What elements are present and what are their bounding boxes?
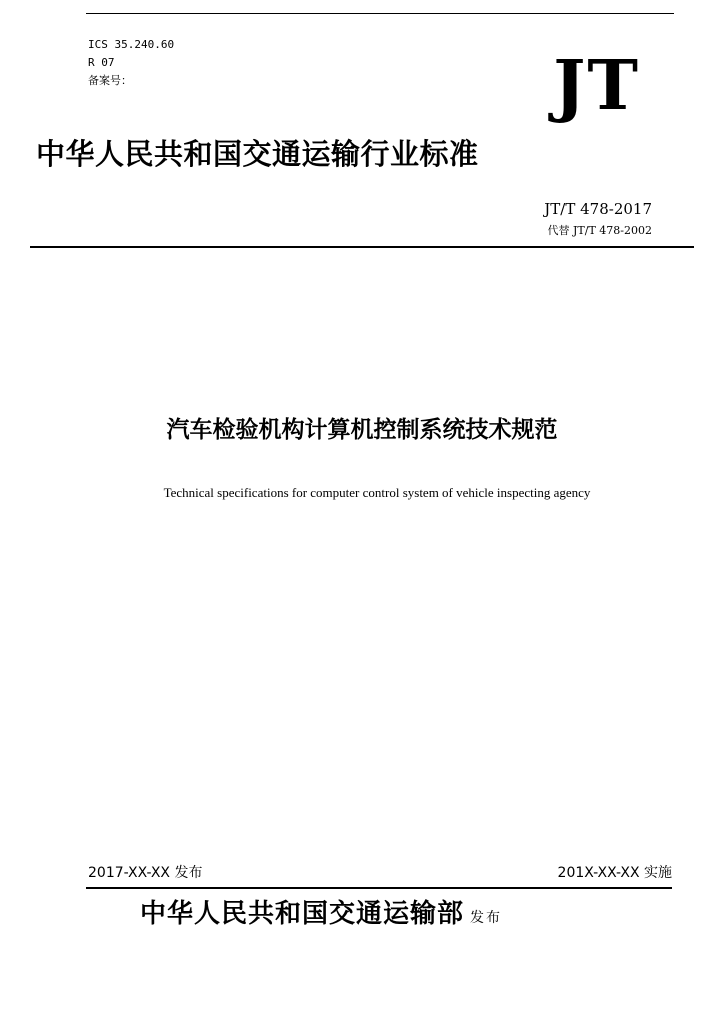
ccs-code: R 07: [88, 56, 115, 69]
jt-logo: JT: [553, 46, 640, 126]
implementation-date: 201X-XX-XX 实施: [557, 865, 672, 881]
document-title-chinese: 汽车检验机构计算机控制系统技术规范: [166, 417, 558, 443]
top-rule: [86, 13, 674, 14]
filing-number-label: 备案号：: [88, 74, 132, 87]
standard-number: JT/T 478-2017: [544, 200, 652, 218]
footer: [140, 896, 502, 936]
footer-issuer: 中华人民共和国交通运输部: [140, 899, 465, 929]
ics-code: ICS 35.240.60: [88, 38, 175, 51]
replaces-standard: 代替 JT/T 478-2002: [547, 224, 652, 237]
footer-suffix: 发布: [470, 910, 503, 926]
header-rule: [30, 246, 694, 248]
footer-rule: [86, 887, 672, 889]
issue-date: 2017-XX-XX 发布: [88, 865, 203, 881]
document-title-english: Technical specifications for computer control system of vehicle inspecting agency: [163, 485, 591, 500]
issuer-banner: 中华人民共和国交通运输行业标准: [36, 137, 479, 171]
